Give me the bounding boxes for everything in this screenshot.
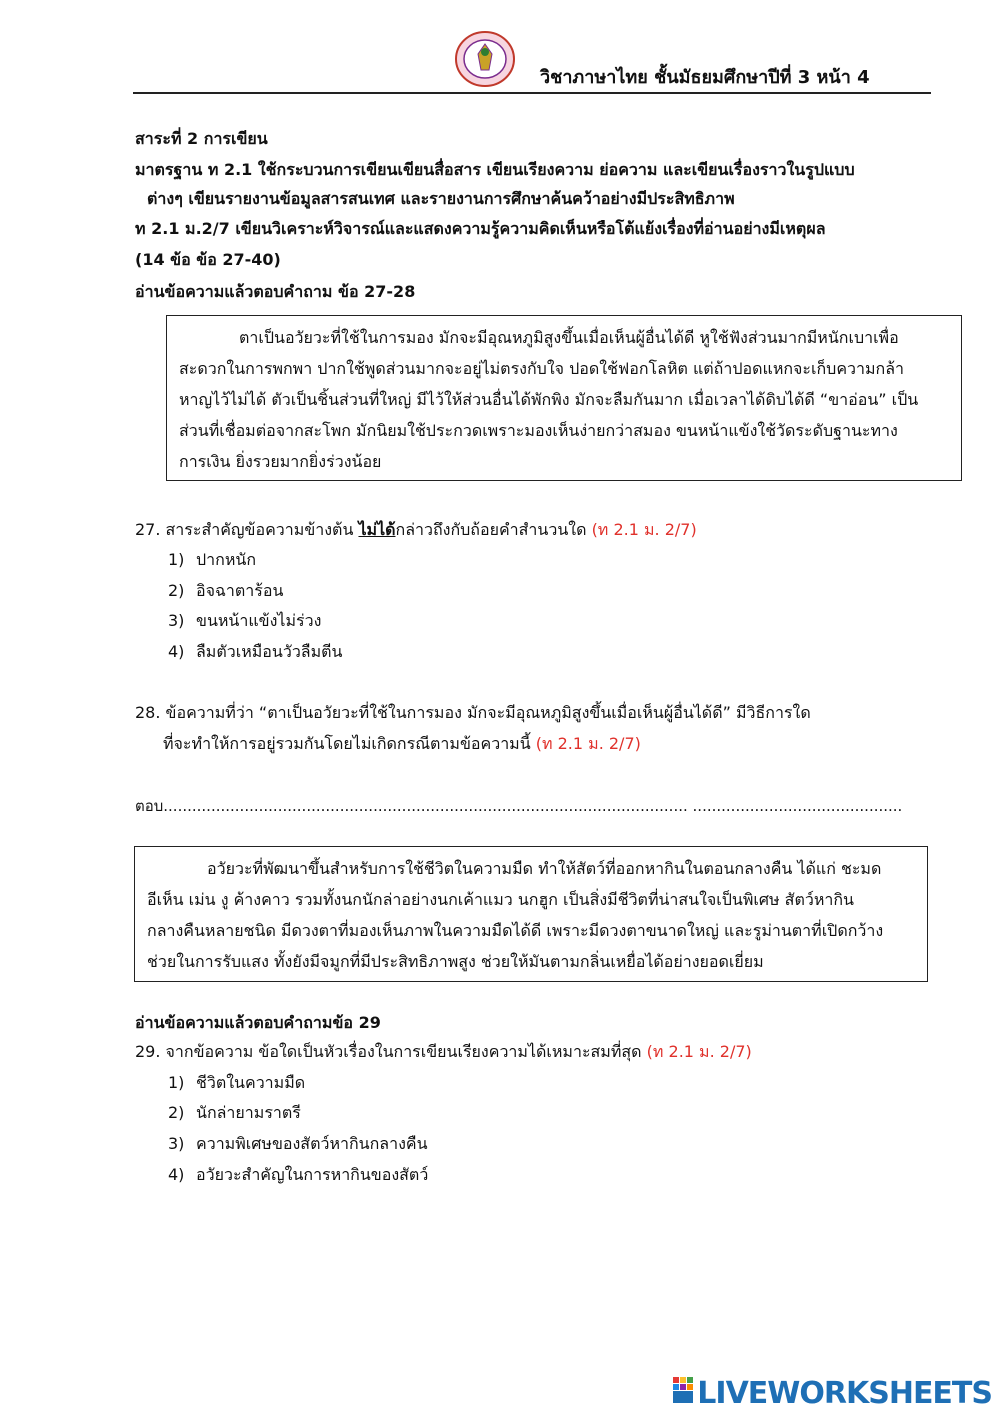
passage-1-line: ส่วนที่เชื่อมต่อจากสะโพก มักนิยมใช้ประกวดเพราะมองเห็นง่ายกว่าสมอง ขนหน้าแข้งใช้วัดระดับฐานะทาง — [179, 421, 898, 440]
q29-option-3[interactable] — [168, 1133, 428, 1155]
instruction-27-28: อ่านข้อความแล้วตอบคำถาม ข้อ 27-28 — [135, 282, 416, 301]
question-28-text: ที่จะทำให้การอยู่รวมกันโดยไม่เกิดกรณีตามข้อความนี้ — [163, 734, 536, 753]
passage-1-box — [166, 315, 962, 481]
option-number: 1) — [168, 550, 185, 569]
question-27-prefix: 27. สาระสำคัญข้อความข้างต้น — [135, 520, 359, 539]
option-number: 4) — [168, 1165, 185, 1184]
option-number: 4) — [168, 642, 185, 661]
option-number: 2) — [168, 581, 185, 600]
standard-line-1: มาตรฐาน ท 2.1 ใช้กระบวนการเขียนเขียนสื่อสาร เขียนเรียงความ ย่อความ และเขียนเรื่องราวในรูปแบบ — [135, 160, 855, 179]
header-divider — [133, 92, 931, 94]
question-28-ref: (ท 2.1 ม. 2/7) — [535, 734, 641, 753]
option-text: ความพิเศษของสัตว์หากินกลางคืน — [196, 1134, 428, 1153]
passage-2-line: อีเห็น เม่น งู ค้างคาว รวมทั้งนกนักล่าอย่างนกเค้าแมว นกฮูก เป็นสิ่งมีชีวิตที่น่าสนใจเป็นพิเศษ สัตว์หากิน — [147, 890, 854, 909]
option-number: 3) — [168, 1134, 185, 1153]
item-count: (14 ข้อ ข้อ 27-40) — [135, 250, 281, 269]
option-text: ขนหน้าแข้งไม่ร่วง — [196, 611, 322, 630]
question-29-text: 29. จากข้อความ ข้อใดเป็นหัวเรื่องในการเขียนเรียงความได้เหมาะสมที่สุด — [135, 1042, 647, 1061]
question-27-emphasis: ไม่ได้ — [358, 520, 396, 539]
q29-option-1[interactable] — [168, 1072, 305, 1094]
question-27-ref: (ท 2.1 ม. 2/7) — [591, 520, 697, 539]
liveworksheets-text: LIVEWORKSHEETS — [697, 1376, 992, 1411]
page-header-title: วิชาภาษาไทย ชั้นมัธยมศึกษาปีที่ 3 หน้า 4 — [540, 67, 870, 88]
q27-option-1[interactable] — [168, 549, 256, 571]
liveworksheets-watermark — [673, 1376, 992, 1413]
option-text: นักล่ายามราตรี — [196, 1103, 301, 1122]
q29-option-2[interactable] — [168, 1102, 301, 1124]
option-number: 3) — [168, 611, 185, 630]
option-number: 1) — [168, 1073, 185, 1092]
option-text: ชีวิตในความมืด — [196, 1073, 306, 1092]
option-text: อวัยวะสำคัญในการหากินของสัตว์ — [196, 1165, 429, 1184]
answer-line-28[interactable]: ตอบ.............................................................................................................. ............................................ — [135, 797, 903, 815]
q27-option-2[interactable] — [168, 580, 283, 602]
option-text: ปากหนัก — [196, 550, 256, 569]
question-27-suffix: กล่าวถึงกับถ้อยคำสำนวนใด — [395, 520, 592, 539]
passage-1-line: หาญไว้ไม่ได้ ตัวเป็นชิ้นส่วนที่ใหญ่ มีไว้ให้ส่วนอื่นได้พักพิง มักจะลืมกันมาก เมื่อเวลาได้ดิบได้ดี “ขาอ่อน” เป็น — [179, 390, 919, 409]
option-number: 2) — [168, 1103, 185, 1122]
question-28-line-1: 28. ข้อความที่ว่า “ตาเป็นอวัยวะที่ใช้ในการมอง มักจะมีอุณหภูมิสูงขึ้นเมื่อเห็นผู้อื่นได้ดี” มีวิธีการใด — [135, 703, 811, 722]
passage-2-line: กลางคืนหลายชนิด มีดวงตาที่มองเห็นภาพในความมืดได้ดี เพราะมีดวงตาขนาดใหญ่ และรูม่านตาที่เปิดกว้าง — [147, 921, 884, 940]
q29-option-4[interactable] — [168, 1164, 428, 1186]
indicator-line: ท 2.1 ม.2/7 เขียนวิเคราะห์วิจารณ์และแสดงความรู้ความคิดเห็นหรือโต้แย้งเรื่องที่อ่านอย่างมีเหตุผล — [135, 219, 826, 238]
option-text: อิจฉาตาร้อน — [196, 581, 284, 600]
question-27 — [135, 518, 697, 542]
option-text: ลืมตัวเหมือนวัวลืมตีน — [196, 642, 343, 661]
passage-1-line: ตาเป็นอวัยวะที่ใช้ในการมอง มักจะมีอุณหภูมิสูงขึ้นเมื่อเห็นผู้อื่นได้ดี หูใช้ฟังส่วนมากมีหนักเบาเพื่อ — [239, 328, 899, 347]
passage-1-line: สะดวกในการพกพา ปากใช้พูดส่วนมากจะอยู่ไม่ตรงกับใจ ปอดใช้ฟอกโลหิต แต่ถ้าปอดแหกจะเก็บความกล้า — [179, 359, 905, 378]
question-28-line-2 — [163, 732, 641, 756]
school-logo — [454, 30, 516, 88]
strand-heading: สาระที่ 2 การเขียน — [135, 129, 268, 148]
instruction-29: อ่านข้อความแล้วตอบคำถามข้อ 29 — [135, 1013, 381, 1032]
q27-option-3[interactable] — [168, 610, 321, 632]
passage-2-box — [134, 846, 928, 982]
q27-option-4[interactable] — [168, 641, 342, 663]
passage-1-line: การเงิน ยิ่งรวยมากยิ่งร่วงน้อย — [179, 452, 382, 471]
question-29 — [135, 1040, 752, 1064]
passage-2-line: ช่วยในการรับแสง ทั้งยังมีจมูกที่มีประสิทธิภาพสูง ช่วยให้มันตามกลิ่นเหยื่อได้อย่างยอดเยี่ยม — [147, 952, 764, 971]
passage-2-line: อวัยวะที่พัฒนาขึ้นสำหรับการใช้ชีวิตในความมืด ทำให้สัตว์ที่ออกหากินในตอนกลางคืน ได้แก่ ชะมด — [207, 859, 882, 878]
standard-line-2: ต่างๆ เขียนรายงานข้อมูลสารสนเทศ และรายงานการศึกษาค้นคว้าอย่างมีประสิทธิภาพ — [147, 189, 735, 208]
question-29-ref: (ท 2.1 ม. 2/7) — [646, 1042, 752, 1061]
liveworksheets-logo-icon — [673, 1377, 695, 1413]
